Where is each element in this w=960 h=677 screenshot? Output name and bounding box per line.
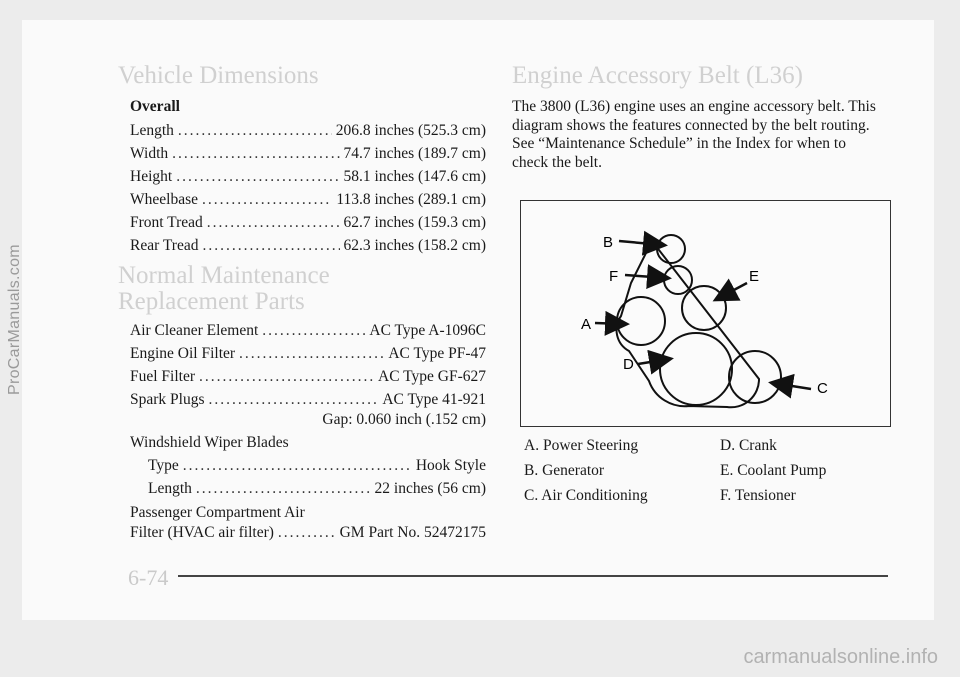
spark-plug-gap: Gap: 0.060 inch (.152 cm) [322,411,486,428]
page-number: 6-74 [128,565,169,590]
dimension-row [130,168,486,186]
cabin-filter-line1: Passenger Compartment Air [130,504,305,521]
leader-f [625,275,667,278]
side-watermark: ProCarManuals.com [6,244,23,395]
maintenance-heading-line1: Normal Maintenance [118,262,330,289]
dimension-row [130,145,486,163]
diagram-label-a: A [581,316,592,333]
legend-item: C. Air Conditioning [524,487,648,504]
dimension-row [130,191,486,209]
dimension-row [130,122,486,140]
bottom-watermark: carmanualsonline.info [743,646,938,668]
part-value: AC Type A-1096C [369,322,486,339]
part-value: AC Type GF-627 [378,368,486,385]
dimension-value: 74.7 inches (189.7 cm) [343,145,486,162]
diagram-label-f: F [609,268,619,285]
cabin-filter-label: Filter (HVAC air filter) [130,524,274,541]
legend-item: B. Generator [524,462,605,479]
maintenance-heading-line2: Replacement Parts [118,288,305,315]
dimension-row [130,214,486,232]
legend-item: E. Coolant Pump [720,462,827,479]
diagram-label-e: E [749,268,760,285]
dimension-value: 113.8 inches (289.1 cm) [336,191,486,208]
leader-b [619,241,663,245]
dimension-label: Height [130,168,173,185]
wiper-value: 22 inches (56 cm) [374,480,486,497]
power-steering-pulley [617,297,665,345]
part-row [130,322,486,340]
dimension-value: 62.3 inches (158.2 cm) [343,237,486,254]
accessory-belt-intro: The 3800 (L36) engine uses an engine accessory belt. This diagram shows the features connected by the belt routing. See “Maintenance Schedule” in the Index for when to check the belt. [512,98,876,171]
overall-subheading: Overall [130,98,180,115]
part-label: Fuel Filter [130,368,196,385]
part-row [130,368,486,386]
diagram-label-c: C [817,380,828,397]
leader-d [638,359,669,364]
crank-pulley [660,333,732,405]
diagram-label-b: B [603,234,614,251]
cabin-filter-row [130,524,486,542]
legend-item: F. Tensioner [720,487,796,504]
footer-rule [178,575,888,577]
dimension-label: Length [130,122,174,139]
part-value: AC Type PF-47 [388,345,486,362]
part-label: Engine Oil Filter [130,345,236,362]
dimension-value: 58.1 inches (147.6 cm) [343,168,486,185]
diagram-label-d: D [623,356,634,373]
wiper-row [148,480,486,498]
tensioner-pulley [664,266,692,294]
part-row [130,345,486,363]
dimension-value: 62.7 inches (159.3 cm) [343,214,486,231]
dimension-value: 206.8 inches (525.3 cm) [335,122,486,139]
dimension-label: Width [130,145,169,162]
leader-e [717,283,747,299]
part-label: Spark Plugs [130,391,205,408]
vehicle-dimensions-heading: Vehicle Dimensions [118,62,319,89]
belt-diagram-svg [521,201,890,426]
legend-item: A. Power Steering [524,437,639,454]
wiper-row [148,457,486,475]
legend-item: D. Crank [720,437,777,454]
dimension-label: Rear Tread [130,237,199,254]
wiper-label: Type [148,457,179,474]
dimension-label: Front Tread [130,214,203,231]
part-row [130,391,486,409]
accessory-belt-heading: Engine Accessory Belt (L36) [512,62,803,89]
part-label: Air Cleaner Element [130,322,259,339]
wiper-value: Hook Style [415,457,486,474]
leader-a [595,323,625,324]
generator-pulley [657,235,685,263]
dimension-label: Wheelbase [130,191,198,208]
wiper-blades-heading: Windshield Wiper Blades [130,434,289,451]
wiper-label: Length [148,480,192,497]
belt-routing-diagram [520,200,891,427]
cabin-filter-value: GM Part No. 52472175 [339,524,486,541]
dimension-row [130,237,486,255]
part-value: AC Type 41-921 [382,391,486,408]
